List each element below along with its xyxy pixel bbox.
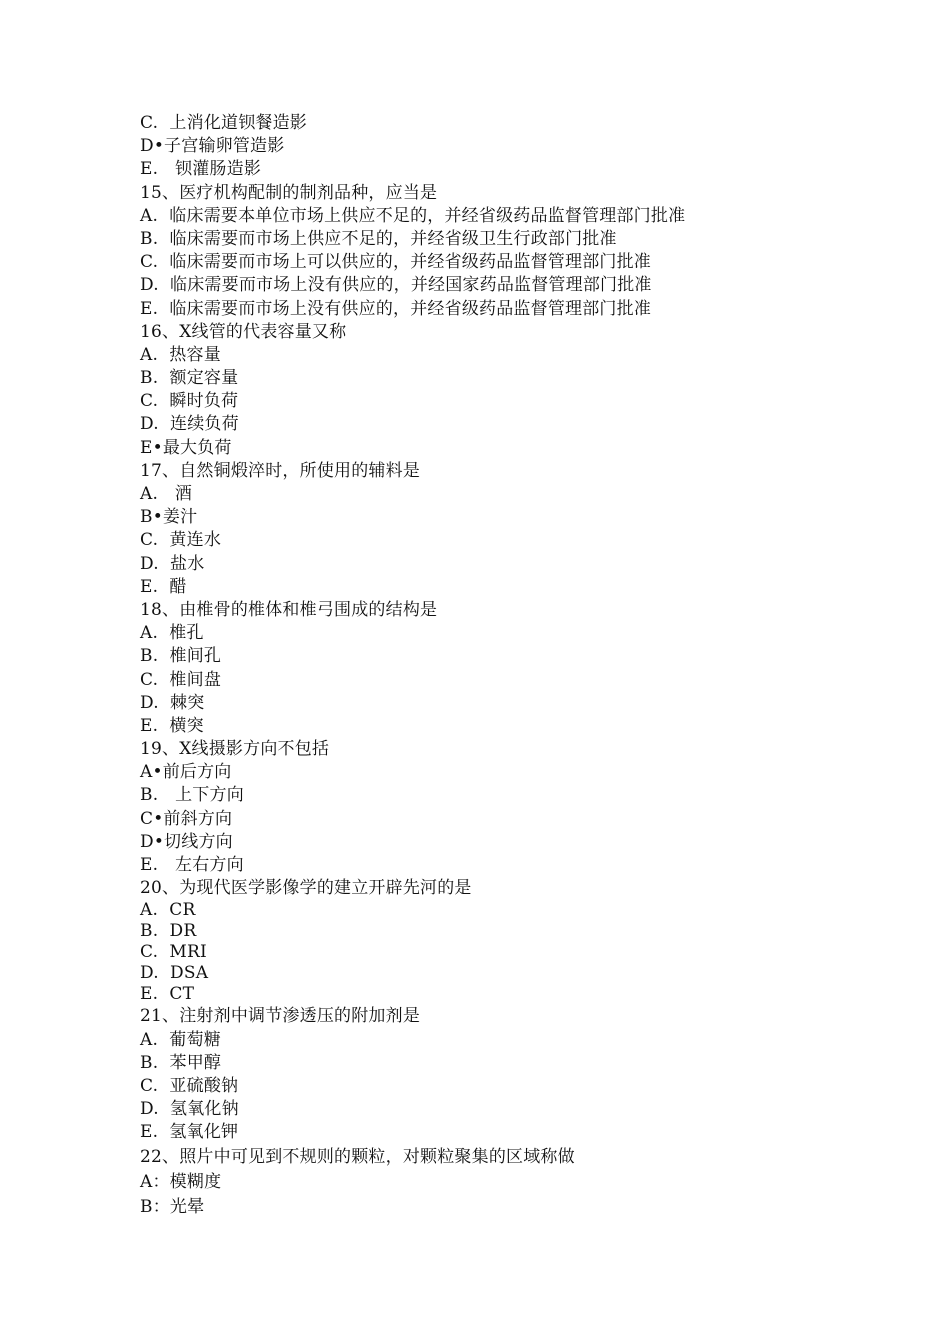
option-line: D. 盐水: [140, 553, 205, 574]
option-line: B. 上下方向: [140, 785, 244, 806]
option-line: C. 亚硫酸钠: [140, 1075, 239, 1096]
option-line: E. 临床需要而市场上没有供应的，并经省级药品监督管理部门批准: [140, 298, 652, 319]
option-line: C•前斜方向: [140, 808, 233, 829]
option-line: B•姜汁: [140, 507, 198, 528]
option-line: D•子宫输卵管造影: [140, 136, 285, 157]
document-page: [140, 112, 900, 1220]
option-line: B. DR: [140, 921, 197, 942]
option-line: C. MRI: [140, 942, 207, 963]
question-line: 18、由椎骨的椎体和椎弓围成的结构是: [140, 599, 438, 620]
question-line: 17、自然铜煅淬时，所使用的辅料是: [140, 460, 421, 481]
option-line: E. 左右方向: [140, 855, 244, 875]
option-line: C. 上消化道钡餐造影: [140, 113, 308, 133]
option-line: D. 氢氧化钠: [140, 1099, 239, 1120]
option-line: B. 椎间孔: [140, 646, 222, 667]
option-line: C. 椎间盘: [140, 669, 222, 690]
option-line: A. 葡萄糖: [140, 1029, 221, 1050]
option-line: D. DSA: [140, 963, 209, 984]
option-line: B：光晕: [140, 1196, 205, 1217]
question-line: 15、医疗机构配制的制剂品种，应当是: [140, 182, 438, 203]
option-line: D. 棘突: [140, 692, 205, 713]
option-line: C. 临床需要而市场上可以供应的，并经省级药品监督管理部门批准: [140, 252, 652, 273]
option-line: E. 氢氧化钾: [140, 1122, 239, 1143]
option-line: E. 横突: [140, 715, 204, 736]
option-line: E. CT: [140, 984, 195, 1005]
option-line: E. 醋: [140, 576, 187, 597]
option-line: A. 热容量: [140, 344, 221, 365]
option-line: D•切线方向: [140, 831, 233, 852]
option-line: A. 椎孔: [140, 623, 204, 644]
option-line: A：模糊度: [140, 1171, 222, 1192]
option-line: E. 钡灌肠造影: [140, 159, 262, 180]
question-line: 21、注射剂中调节渗透压的附加剂是: [140, 1006, 421, 1027]
option-line: A. 临床需要本单位市场上供应不足的，并经省级药品监督管理部门批准: [140, 205, 686, 226]
option-line: D. 临床需要而市场上没有供应的，并经国家药品监督管理部门批准: [140, 275, 652, 296]
question-line: 22、照片中可见到不规则的颗粒，对颗粒聚集的区域称做: [140, 1146, 575, 1167]
option-line: C. 瞬时负荷: [140, 391, 239, 412]
option-line: D. 连续负荷: [140, 414, 239, 435]
question-line: 20、为现代医学影像学的建立开辟先河的是: [140, 878, 472, 899]
option-line: B. 临床需要而市场上供应不足的，并经省级卫生行政部门批准: [140, 228, 617, 249]
option-line: B. 苯甲醇: [140, 1052, 222, 1073]
option-line: A. CR: [140, 900, 196, 921]
question-line: 16、X线管的代表容量又称: [140, 321, 347, 342]
option-line: C. 黄连水: [140, 530, 222, 551]
question-line: 19、X线摄影方向不包括: [140, 739, 330, 760]
option-line: E•最大负荷: [140, 437, 232, 458]
option-line: A. 酒: [140, 484, 193, 504]
option-line: A•前后方向: [140, 762, 232, 783]
option-line: B. 额定容量: [140, 368, 239, 389]
